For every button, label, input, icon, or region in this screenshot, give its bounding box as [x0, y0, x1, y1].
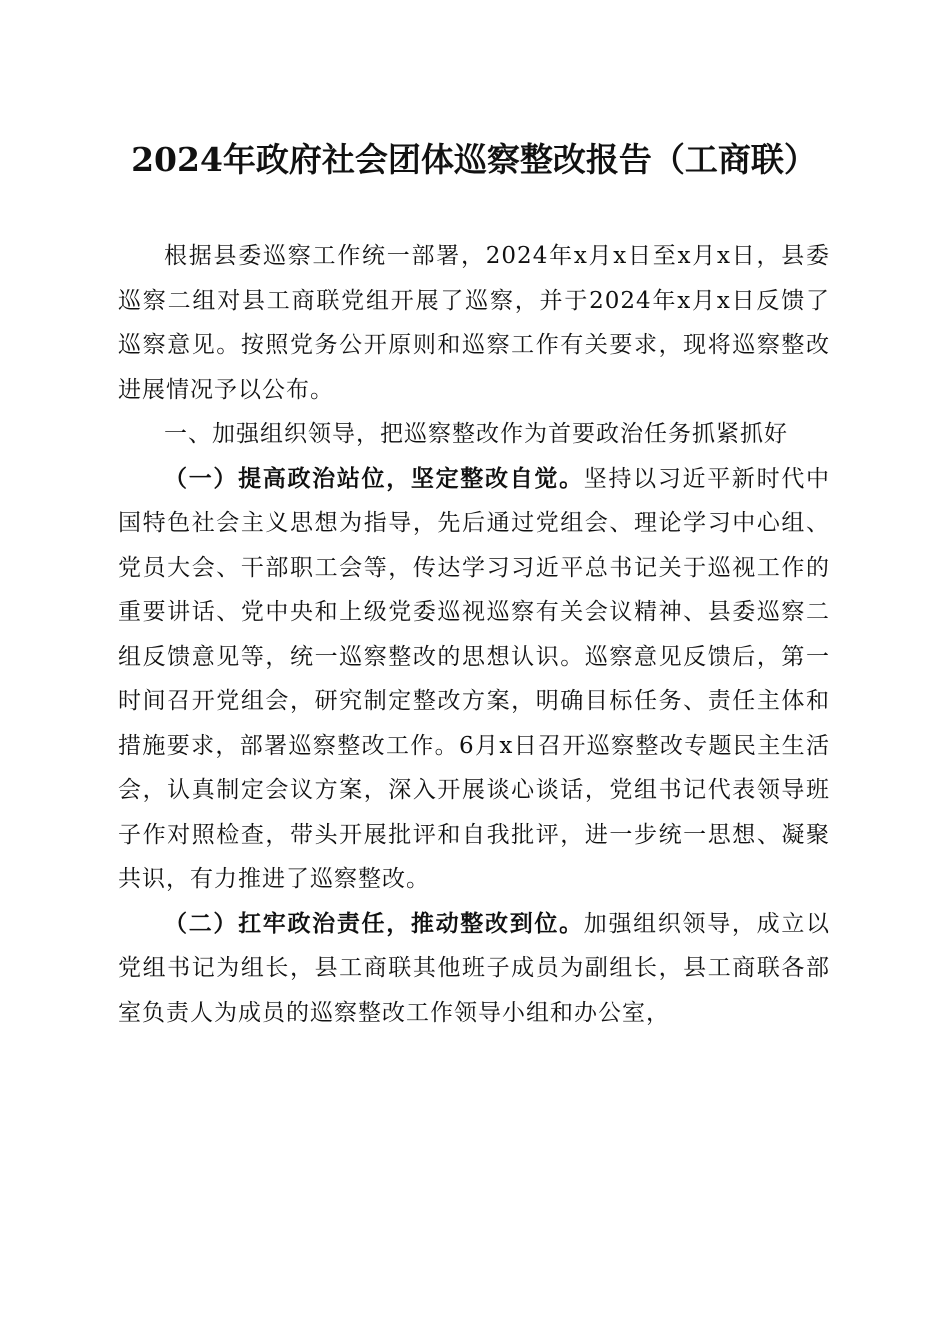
- subsection-2-heading: （二）扛牢政治责任，推动整改到位。: [164, 909, 584, 937]
- document-page: [118, 138, 830, 1035]
- section-1-heading: 一、加强组织领导，把巡察整改作为首要政治任务抓紧抓好: [164, 421, 788, 447]
- intro-paragraph: 根据县委巡察工作统一部署，2024年x月x日至x月x日，县委巡察二组对县工商联党组开展了巡察，并于2024年x月x日反馈了巡察意见。按照党务公开原则和巡察工作有关要求，现将巡察整改进展情况予以公布。: [118, 243, 830, 403]
- subsection-2-paragraph: [118, 902, 830, 1036]
- subsection-2-text: 加强组织领导，成立以党组书记为组长，县工商联其他班子成员为副组长，县工商联各部室负责人为成员的巡察整改工作领导小组和办公室，: [118, 910, 831, 1026]
- subsection-1-heading: （一）提高政治站位，坚定整改自觉。: [164, 464, 584, 492]
- subsection-1-text: 坚持以习近平新时代中国特色社会主义思想为指导，先后通过党组会、理论学习中心组、党员大会、干部职工会等，传达学习习近平总书记关于巡视工作的重要讲话、党中央和上级党委巡视巡察有关会议精神、县委巡察二组反馈意见等，统一巡察整改的思想认识。巡察意见反馈后，第一时间召开党组会，研究制定整改方案，明确目标任务、责任主体和措施要求，部署巡察整改工作。6月x日召开巡察整改专题民主生活会，认真制定会议方案，深入开展谈心谈话，党组书记代表领导班子作对照检查，带头开展批评和自我批评，进一步统一思想、凝聚共识，有力推进了巡察整改。: [118, 465, 831, 892]
- document-body: [118, 234, 830, 1035]
- document-title: 2024年政府社会团体巡察整改报告（工商联）: [131, 140, 817, 179]
- subsection-1-paragraph: [118, 457, 830, 902]
